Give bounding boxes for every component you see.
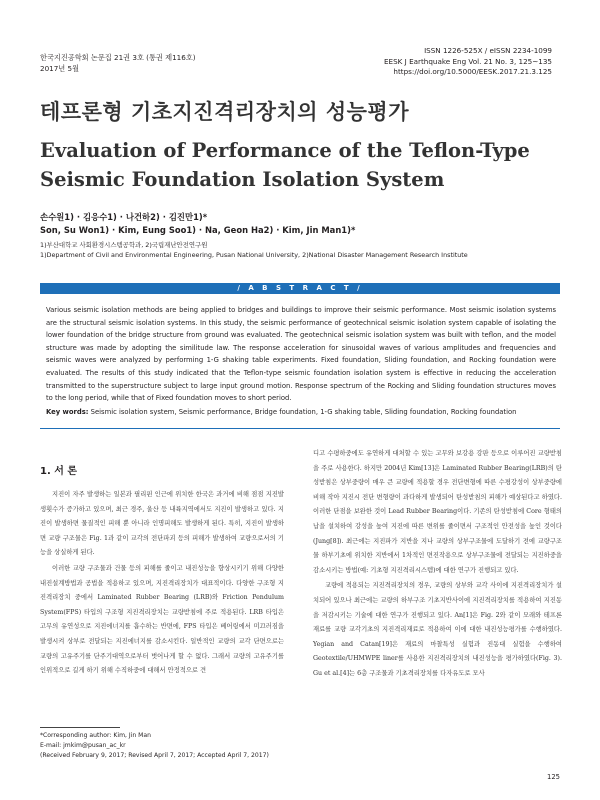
paper-title-ko: 테프론형 기초지진격리장치의 성능평가 xyxy=(40,100,409,124)
body-column-right xyxy=(313,447,562,683)
issn: ISSN 1226-525X / eISSN 2234-1099 xyxy=(424,46,552,55)
keywords-list: Seismic isolation system, Seismic performance, Bridge foundation, 1-G shaking table, Sliding foundation, Rocking foundation xyxy=(90,408,517,416)
author-email[interactable]: E-mail: jmkim@pusan_ac_kr xyxy=(40,742,126,749)
affiliation-en: 1)Department of Civil and Environmental Engineering, Pusan National University, 2)National Disaster Management Research Institute xyxy=(40,251,468,259)
paper-title-en: Evaluation of Performance of the Teflon-Type Seismic Foundation Isolation System xyxy=(40,139,530,191)
affiliation-ko: 1)부산대학교 사회환경시스템공학과, 2)국립재난안전연구원 xyxy=(40,241,208,249)
abstract-text: Various seismic isolation methods are being applied to bridges and buildings to improve their seismic performance. Most seismic isolation systems are the structural seismic isolation systems. In this study, the seismic performance of geotechnical seismic isolation system capable of isolating the lower foundation of the bridge structure from ground was evaluated. The geotechnical seismic isolation system was built with teflon, and the model structure was made by adopting the similitude law. The response acceleration for sinusoidal waves of various amplitudes and frequencies and seismic waves were analyzed by performing 1-G shaking table experiments. Fixed foundation, Sliding foundation, and Rocking foundation were evaluated. The results of this study indicated that the Teflon-type seismic foundation isolation system is effective in reducing the acceleration transmitted to the superstructure subject to large input ground motion. Response spectrum of the Rocking and Sliding foundation structures moves to the long period, while that of Fixed foundation moves to short period. xyxy=(46,306,556,403)
footnote xyxy=(40,731,269,761)
keywords xyxy=(46,408,561,416)
body-column-left xyxy=(40,488,284,680)
journal-name-ko: 한국지진공학회 논문집 21권 3호 (통권 제116호) xyxy=(40,53,196,62)
abstract-heading: / A B S T R A C T / xyxy=(40,283,560,294)
abstract-divider xyxy=(40,428,560,429)
issue-date-ko: 2017년 5월 xyxy=(40,64,80,73)
page-number: 125 xyxy=(547,773,560,781)
paragraph: 이러한 교량 구조물과 건물 등의 피해를 줄이고 내진성능을 향상시키기 위해 다양한 내진설계방법과 공법을 적용하고 있으며, 지진격리장치가 대표적이다. 다양한 구조형 지진격리장치 중에서 Laminated Rubber Bearing (LRB)와 Friction Pendulum System(FPS) 타입의 구조형 지진격리장치는 교량받침에 주로 적용된다. LRB 타입은 고무의 유연성으로 지진에너지를 흡수하는 반면에, FPS 타입은 베어링에서 미끄러짐을 발생시켜 상부로 전달되는 지진에너지를 감소시킨다. 일반적인 교량의 교각 단면으로는 교량의 고유주기를 단주기대역으로부터 벗어나게 할 수 없다. 그래서 교량의 고유주기를 인위적으로 길게 하기 위해 수직하중에 대해서 안정적으로 견 xyxy=(40,564,284,675)
journal-name-en: EESK J Earthquake Eng Vol. 21 No. 3, 125~135 xyxy=(384,56,552,66)
paragraph: 교량에 적용되는 지진격리장치의 경우, 교량의 상부와 교각 사이에 지진격리장치가 설치되어 있으나 최근에는 교량의 하부구조 기초지반사이에 지진격리장치를 적용하여 지진동을 저감시키는 기술에 대한 연구가 진행되고 있다. An[1]은 Fig. 2와 같이 모래와 테프론 재료를 교량 교각기초의 지진격리재료로 적용하여 이에 대한 내진성능평가를 수행하였다. Yegian and Catan[19]은 재료의 마찰특성 실험과 진동대 실험을 수행하여 Geotextile/UHMWPE liner를 사용한 지진격리장치의 내진성능을 평가하였다(Fig. 3). Gu et al.[4]는 6층 구조물과 기초격리장치를 다자유도로 모사 xyxy=(313,582,562,677)
section-title: 1. 서 론 xyxy=(40,466,78,477)
paragraph: 디고 수평하중에도 유연하게 대처할 수 있는 고무와 보강용 강판 등으로 이루어진 교량받침을 주로 사용한다. 하지만 2004년 Kim[13]은 Laminated Rubber Bearing(LRB)의 탄성받침은 상부중량이 매우 큰 교량에 적용할 경우 전단변형에 따른 수평강성이 상부중량에 비해 작아 지진시 전단 변형량이 과다하게 발생되어 탄성받침의 피해가 예상된다고 하였다. 이러한 단점을 보완한 것이 Lead Rubber Bearing이다. 기존의 탄성받침에 Core 형태의 납을 설치하여 강성을 높여 지진에 따른 변위를 줄이면서 구조적인 안전성을 높인 것이다(Jung[8]). 최근에는 지진파가 지반을 지나 교량의 상부구조물에 도달하기 전에 교량구조물 하부기초에 위치한 지반에서 1차적인 면진작용으로 상부구조물에 전달되는 지진하중을 감소시키는 방법(예: 기초형 지진격리시스템)에 대한 연구가 진행되고 있다. xyxy=(313,450,562,574)
author-list-en: Son, Su Won1) · Kim, Eung Soo1) · Na, Geon Ha2) · Kim, Jin Man1)* xyxy=(40,225,356,235)
doi-link[interactable]: https://doi.org/10.5000/EESK.2017.21.3.125 xyxy=(393,67,552,76)
keywords-label: Key words: xyxy=(46,408,89,416)
received-dates: (Received February 9, 2017; Revised April 7, 2017; Accepted April 7, 2017) xyxy=(40,752,269,759)
paragraph: 지진이 자주 발생하는 일본과 필리핀 인근에 위치한 한국은 과거에 비해 점점 지진발생횟수가 증가하고 있으며, 최근 경주, 울산 등 내륙지역에서도 지진이 발생하고 있다. 지진이 발생하면 물질적인 피해 뿐 아니라 인명피해도 발생하게 된다. 특히, 지진이 발생하면 교량 구조물은 Fig. 1과 같이 교각의 전단파괴 등의 피해가 발생하여 교량으로서의 기능을 상실하게 된다. xyxy=(40,491,284,557)
footnote-divider xyxy=(40,727,120,728)
corresponding-author: *Corresponding author: Kim, Jin Man xyxy=(40,732,152,739)
journal-header-left xyxy=(40,52,196,74)
journal-header-right xyxy=(384,46,552,78)
author-list-ko: 손수원1) · 김응수1) · 나건하2) · 김진만1)* xyxy=(40,212,208,222)
